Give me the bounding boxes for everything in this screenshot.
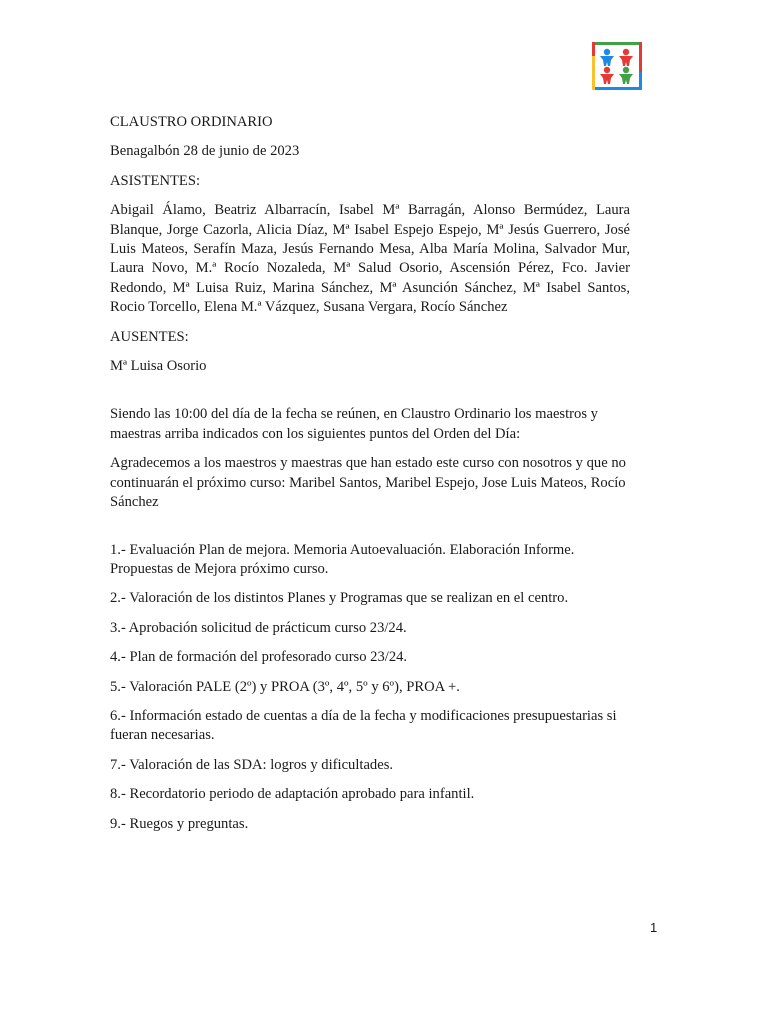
- agenda-item: 1.- Evaluación Plan de mejora. Memoria Autoevaluación. Elaboración Informe. Propuestas de Mejora próximo curso.: [110, 541, 575, 577]
- document-title: CLAUSTRO ORDINARIO: [110, 114, 273, 130]
- children-logo-icon: [592, 42, 642, 90]
- agenda-item: 4.- Plan de formación del profesorado curso 23/24.: [110, 649, 408, 666]
- document-body: [110, 113, 630, 844]
- agenda-item: 6.- Información estado de cuentas a día de la fecha y modificaciones presupuestarias si fueran necesarias.: [110, 707, 617, 744]
- intro-paragraph: Siendo las 10:00 del día de la fecha se reúnen, en Claustro Ordinario los maestros y maestras arriba indicados con los siguientes puntos del Orden del Día:: [110, 406, 598, 442]
- thanks-paragraph: Agradecemos a los maestros y maestras que han estado este curso con nosotros y que no continuarán el próximo curso: Maribel Santos, Maribel Espejo, Jose Luis Mateos, Rocío Sánchez: [110, 455, 626, 511]
- page-number: 1: [650, 920, 658, 935]
- attendees-heading: ASISTENTES:: [110, 172, 200, 189]
- agenda-item: 5.- Valoración PALE (2º) y PROA (3º, 4º, 5º y 6º), PROA +.: [110, 678, 460, 695]
- absent-list: Mª Luisa Osorio: [110, 358, 207, 375]
- agenda-item: 8.- Recordatorio periodo de adaptación aprobado para infantil.: [110, 786, 475, 803]
- agenda-item: 3.- Aprobación solicitud de prácticum curso 23/24.: [110, 619, 407, 636]
- attendees-list: Abigail Álamo, Beatriz Albarracín, Isabel Mª Barragán, Alonso Bermúdez, Laura Blanque, Jorge Cazorla, Alicia Díaz, Mª Isabel Espejo Espejo, Mª Jesús Guerrero, José Luis Mateos, Serafín Maza, Jesús Fernando Mesa, Alba María Molina, Salvador Mur, Laura Novo, M.ª Rocío Nozaleda, Mª Salud Osorio, Ascensión Pérez, Fco. Javier Redondo, Mª Luisa Ruiz, Marina Sánchez, Mª Asunción Sánchez, Mª Isabel Santos, Rocio Torcello, Elena M.ª Vázquez, Susana Vergara, Rocío Sánchez: [110, 202, 630, 316]
- absent-heading: AUSENTES:: [110, 328, 189, 345]
- agenda-item: 2.- Valoración de los distintos Planes y Programas que se realizan en el centro.: [110, 590, 569, 607]
- agenda-item: 9.- Ruegos y preguntas.: [110, 815, 249, 832]
- agenda-item: 7.- Valoración de las SDA: logros y dificultades.: [110, 756, 394, 773]
- date-line: Benagalbón 28 de junio de 2023: [110, 143, 300, 160]
- agenda-list: [110, 541, 630, 834]
